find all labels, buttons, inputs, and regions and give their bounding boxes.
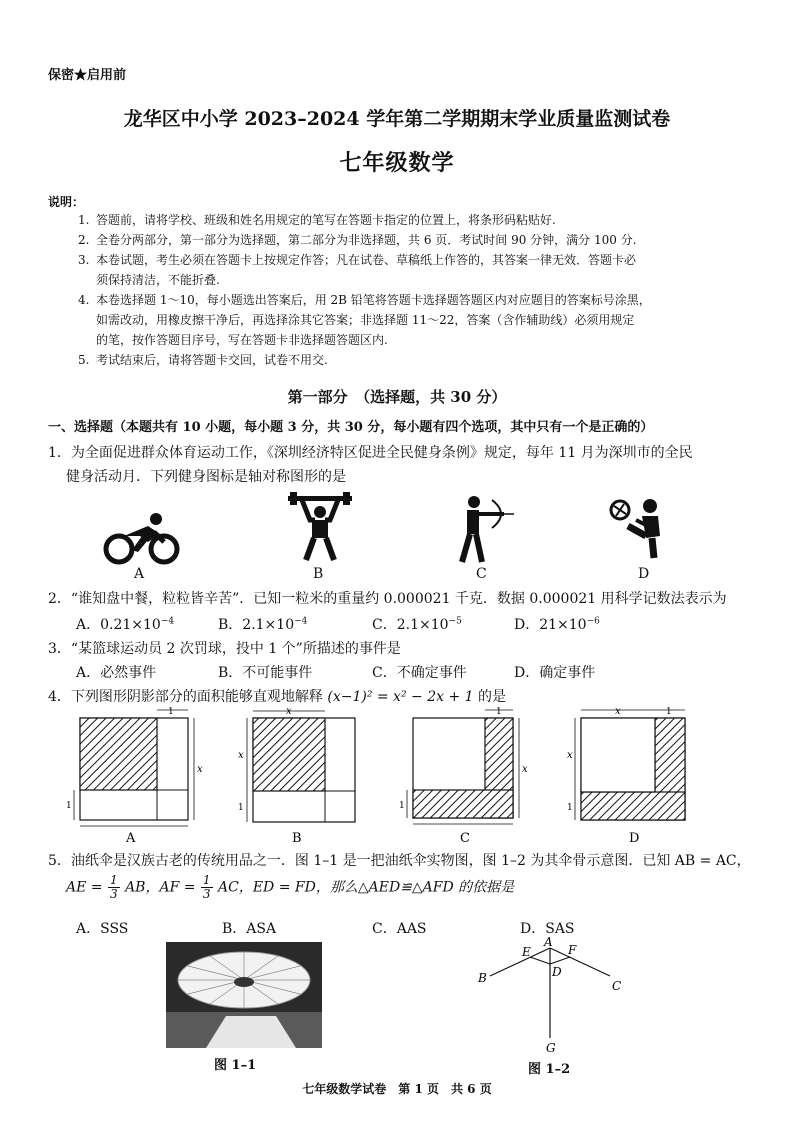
q3-option-c: C．不确定事件 xyxy=(372,665,467,681)
q3-stem: 3．“某篮球运动员 2 次罚球，投中 1 个”所描述的事件是 xyxy=(48,641,401,657)
dim-x-label: x xyxy=(615,706,621,717)
frac-num: 1 xyxy=(202,873,211,887)
instruction-line: 须保持清洁，不能折叠. xyxy=(96,273,220,287)
q3-option-a: A．必然事件 xyxy=(76,665,157,681)
q4-figure-b xyxy=(238,706,355,822)
q4-figure-a xyxy=(66,707,203,826)
part1-heading: 第一部分 （选择题，共 30 分） xyxy=(287,388,507,406)
point-c-label: C xyxy=(612,979,622,993)
weightlifter-icon xyxy=(288,492,352,562)
option-base: 21×10 xyxy=(539,617,587,633)
q5-ae: AE = xyxy=(66,879,103,896)
q2-option-d xyxy=(514,614,600,634)
q1-option-b: B xyxy=(313,566,324,582)
instruction-num: 5. xyxy=(78,353,90,367)
q5-option-b: B．ASA xyxy=(222,921,277,937)
q2-option-a xyxy=(76,614,174,634)
q4-stem xyxy=(48,686,506,706)
instructions-list xyxy=(0,210,794,370)
q2-option-c xyxy=(372,614,462,634)
option-base: 0.21×10 xyxy=(100,617,161,633)
dim-x-label: x xyxy=(522,764,528,775)
q4-label-b: B xyxy=(292,831,302,844)
instruction-line: 考试结束后，请将答题卡交回，试卷不用交. xyxy=(96,353,328,367)
subject-title: 七年级数学 xyxy=(339,150,455,176)
option-letter: B． xyxy=(218,617,243,633)
instruction-line: 全卷分两部分，第一部分为选择题，第二部分为非选择题，共 6 页．考试时间 90 分钟，满分 100 分. xyxy=(96,233,637,247)
q3-option-d: D．确定事件 xyxy=(514,665,596,681)
q5-stem-line2 xyxy=(66,874,514,901)
q4-figure-c xyxy=(399,707,528,824)
dim-one-label: 1 xyxy=(567,803,573,813)
dim-x-label: x xyxy=(197,764,203,775)
q4-figures xyxy=(60,704,740,844)
dim-one-label: 1 xyxy=(66,801,72,811)
option-exponent: −6 xyxy=(586,616,600,627)
instruction-num: 1. xyxy=(78,213,90,227)
fraction-one-third xyxy=(108,874,120,901)
option-exponent: −5 xyxy=(448,616,462,627)
frac-den: 3 xyxy=(202,887,211,901)
q1-option-d: D xyxy=(638,566,650,582)
exam-title: 龙华区中小学 2023–2024 学年第二学期期末学业质量监测试卷 xyxy=(123,108,671,130)
dim-one-label: 1 xyxy=(168,707,174,717)
dim-x-label: x xyxy=(567,750,573,761)
q1-stem-line2: 健身活动月．下列健身图标是轴对称图形的是 xyxy=(66,469,346,485)
cyclist-icon xyxy=(102,512,182,568)
dim-x-label: x xyxy=(238,750,244,761)
instruction-num: 4. xyxy=(78,293,90,307)
q5-ac: AC，ED = FD，那么△AED≌△AFD 的依据是 xyxy=(218,879,515,896)
fig-1-2-caption: 图 1–2 xyxy=(528,1062,571,1077)
dim-one-label: 1 xyxy=(496,707,502,717)
q5-option-a: A．SSS xyxy=(76,921,129,937)
page-footer: 七年级数学试卷 第 1 页 共 6 页 xyxy=(302,1082,492,1096)
point-f-label: F xyxy=(568,943,577,957)
instruction-num: 2. xyxy=(78,233,90,247)
section-one-title: 一、选择题（本题共有 10 小题，每小题 3 分，共 30 分，每小题有四个选项，其中只有一个是正确的） xyxy=(48,420,654,435)
option-base: 2.1×10 xyxy=(396,617,449,633)
q5-option-d: D．SAS xyxy=(520,921,575,937)
option-exponent: −4 xyxy=(160,616,175,627)
instruction-line: 的笔，按作答题目序号，写在答题卡非选择题答题区内. xyxy=(96,333,388,347)
option-letter: A． xyxy=(76,617,101,633)
q5-option-c: C．AAS xyxy=(372,921,427,937)
umbrella-skeleton-diagram xyxy=(470,934,640,1058)
option-letter: D． xyxy=(514,617,540,633)
q1-stem-line1: 1．为全面促进群众体育运动工作，《深圳经济特区促进全民健身条例》规定，每年 11 月为深圳市的全民 xyxy=(48,445,693,461)
q4-figure-d xyxy=(567,706,685,820)
instruction-num: 3. xyxy=(78,253,90,267)
dim-x-label: x xyxy=(286,706,292,717)
q1-option-a: A xyxy=(134,566,145,582)
instruction-line: 本卷选择题 1～10，每小题选出答案后，用 2B 铅笔将答题卡选择题答题区内对应题目的答案标号涂黑， xyxy=(96,293,651,307)
option-letter: C． xyxy=(372,617,397,633)
q3-option-b: B．不可能事件 xyxy=(218,665,313,681)
fraction-one-third xyxy=(201,874,213,901)
dim-one-label: 1 xyxy=(238,803,244,813)
confidential-label: 保密★启用前 xyxy=(48,68,127,83)
q4-stem-suffix: 的是 xyxy=(478,689,506,705)
q2-stem: 2．“谁知盘中餐，粒粒皆辛苦”．已知一粒米的重量约 0.000021 千克．数据 0.000021 用科学记数法表示为 xyxy=(48,591,727,607)
dim-one-label: 1 xyxy=(666,707,672,717)
archer-icon xyxy=(452,494,514,564)
instructions-label: 说明： xyxy=(48,195,85,209)
q1-option-c: C xyxy=(476,566,487,582)
point-d-label: D xyxy=(552,965,562,979)
umbrella-photo xyxy=(166,942,322,1048)
instruction-line: 答题前，请将学校、班级和姓名用规定的笔写在答题卡指定的位置上，将条形码粘贴好. xyxy=(96,213,556,227)
q5-ab: AB，AF = xyxy=(125,879,196,896)
q2-option-b xyxy=(218,614,307,634)
option-base: 2.1×10 xyxy=(242,617,295,633)
option-exponent: −4 xyxy=(294,616,308,627)
fig-1-1-caption: 图 1–1 xyxy=(214,1058,257,1073)
point-g-label: G xyxy=(546,1041,556,1055)
q4-stem-text: 4．下列图形阴影部分的面积能够直观地解释 xyxy=(48,689,323,705)
point-a-label: A xyxy=(544,935,553,949)
frac-den: 3 xyxy=(109,887,118,901)
instruction-line: 本卷试题，考生必须在答题卡上按规定作答；凡在试卷、草稿纸上作答的，其答案一律无效．答题卡必 xyxy=(96,253,637,267)
frac-num: 1 xyxy=(109,873,118,887)
q4-formula: (x−1)² = x² − 2x + 1 xyxy=(327,689,474,705)
football-kick-icon xyxy=(606,496,670,562)
q4-label-a: A xyxy=(126,831,136,844)
instruction-line: 如需改动，用橡皮擦干净后，再选择涂其它答案；非选择题 11～22，答案（含作辅助线）必须用规定 xyxy=(96,313,635,327)
q5-stem-line1: 5．油纸伞是汉族古老的传统用品之一．图 1–1 是一把油纸伞实物图，图 1–2 为其伞骨示意图．已知 AB = AC， xyxy=(48,853,751,869)
q4-label-c: C xyxy=(460,831,470,844)
q4-label-d: D xyxy=(629,831,640,844)
dim-one-label: 1 xyxy=(399,801,405,811)
point-e-label: E xyxy=(522,945,531,959)
point-b-label: B xyxy=(478,971,487,985)
